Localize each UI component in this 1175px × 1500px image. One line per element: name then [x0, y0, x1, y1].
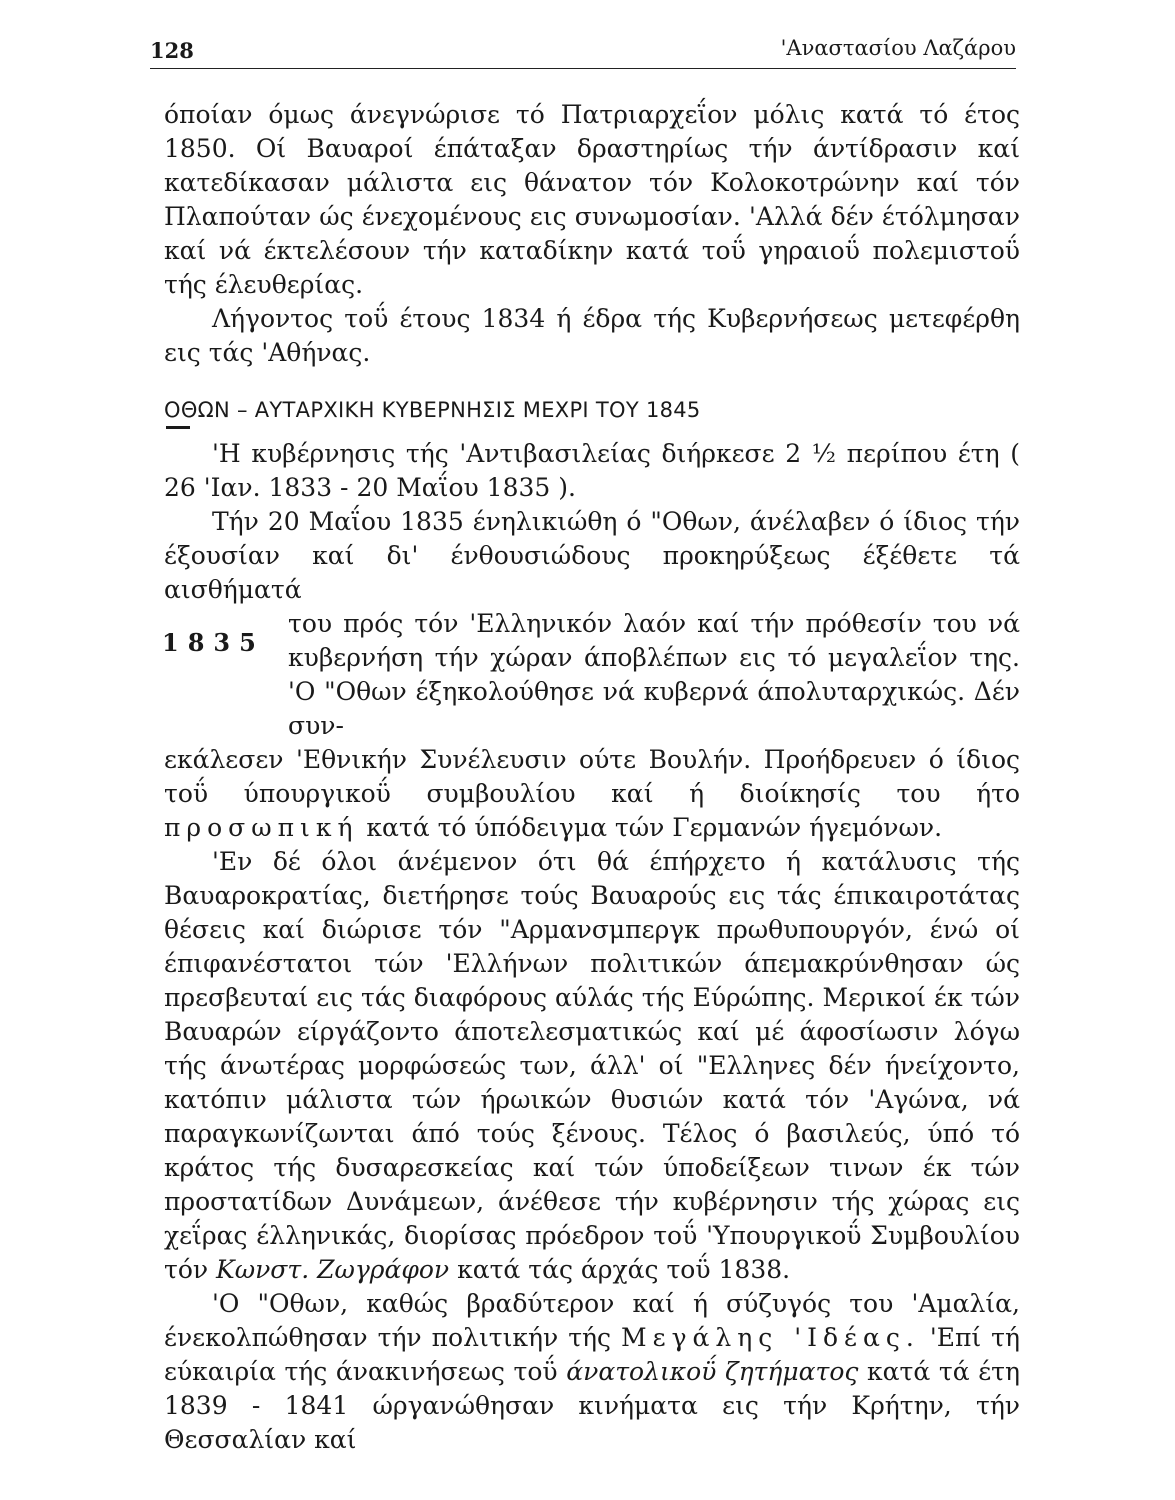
text-run: εκάλεσεν 'Εθνικήν Συνέλευσιν ούτε Βουλήν. Προήδρευεν ό ίδιος τοΰ ύπουργικοΰ συμβουλίου καί ή διοίκησίς του ήτο: [164, 745, 1020, 808]
text-run: κατά τό ύπόδειγμα τών Γερμανών ήγεμόνων.: [366, 813, 943, 842]
spaced-text: προσωπική: [164, 813, 359, 842]
top-text-block: [164, 98, 1020, 370]
paragraph: 'Η κυβέρνησις τής 'Αντιβασιλείας διήρκεσε 2 ½ περίπου έτη ( 26 'Ιαν. 1833 - 20 Μαΐου 1835 ).: [164, 439, 1020, 502]
main-text-block: [164, 437, 1020, 1457]
paragraph: όποίαν όμως άνεγνώρισε τό Πατριαρχεΐον μόλις κατά τό έτος 1850. Οί Βαυαροί έπάταξαν δραστηρίως τήν άντίδρασιν καί κατεδίκασαν μάλιστα εις θάνατον τόν Κολοκοτρώνην καί τόν Πλαπούταν ώς ένεχομένους εις συνωμοσίαν. 'Αλλά δέν έτόλμησαν καί νά έκτελέσουν τήν καταδίκην κατά τοΰ γηραιοΰ πολεμιστοΰ τής έλευθερίας.: [164, 100, 1020, 299]
text-run: κατά τάς άρχάς τοΰ 1838.: [457, 1255, 791, 1284]
paragraph-narrow: του πρός τόν 'Ελληνικόν λαόν καί τήν πρόθεσίν του νά κυβερνήση τήν χώραν άποβλέπων εις τό μεγαλεΐον της. 'Ο "Οθων έξηκολούθησε νά κυβερνά άπολυταρχικώς. Δέν συν-: [288, 609, 1020, 740]
italic-name: Κωνστ. Ζωγράφον: [216, 1255, 450, 1284]
margin-year: 1835: [162, 628, 265, 657]
paragraph: Τήν 20 Μαΐου 1835 ένηλικιώθη ό "Οθων, άνέλαβεν ό ίδιος τήν έξουσίαν καί δι' ένθουσιώδους προκηρύξεως έξέθετε τά αισθήματά: [164, 507, 1020, 604]
running-head: 'Αναστασίου Λαζάρου: [780, 36, 1016, 60]
italic-term: άνατολικοΰ ζητήματος: [566, 1357, 859, 1386]
page-header: [150, 34, 1016, 69]
paragraph: Λήγοντος τοΰ έτους 1834 ή έδρα τής Κυβερνήσεως μετεφέρθη εις τάς 'Αθήνας.: [164, 304, 1020, 367]
spaced-text: Μεγάλης 'Ιδέας.: [621, 1323, 920, 1352]
text-run: κατά τά έτη 1839 - 1841 ώργανώθησαν κινήματα εις τήν Κρήτην, τήν Θεσσαλίαν καί: [164, 1357, 1020, 1454]
page-number: 128: [150, 38, 194, 63]
text-run: 'Επί τή εύκαιρία τής άνακινήσεως τοΰ: [164, 1323, 1020, 1386]
paragraph: [164, 845, 1020, 1287]
heading-underline-mark: [166, 426, 190, 429]
text-run: 'Εν δέ όλοι άνέμενον ότι θά έπήρχετο ή κατάλυσις τής Βαυαροκρατίας, διετήρησε τούς Βαυαρούς εις τάς έπικαιροτάτας θέσεις καί διώρισε τόν "Αρμανσμπεργκ πρωθυπουργόν, ένώ οί έπιφανέστατοι τών 'Ελλήνων πολιτικών άπεμακρύνθησαν ώς πρεσβευταί εις τάς διαφόρους αύλάς τής Εύρώπης. Μερικοί έκ τών Βαυαρών είργάζοντο άποτελεσματικώς καί μέ άφοσίωσιν λόγω τής άνωτέρας μορφώσεώς των, άλλ' οί "Ελληνες δέν ήνείχοντο, κατόπιν μάλιστα τών ήρωικών θυσιών κατά τόν 'Αγώνα, νά παραγκωνίζωνται άπό τούς ξένους. Τέλος ό βασιλεύς, ύπό τό κράτος τής δυσαρεσκείας καί τών ύποδείξεων τινων έκ τών προστατίδων Δυνάμεων, άνέθεσε τήν κυβέρνησιν τής χώρας εις χεΐρας έλληνικάς, διορίσας πρόεδρον τοΰ 'Υπουργικοΰ Συμβουλίου τόν: [164, 847, 1020, 1284]
text-run: 'Ο "Οθων, καθώς βραδύτερον καί ή σύζυγός του 'Αμαλία, ένεκολπώθησαν τήν πολιτικήν τής: [164, 1289, 1020, 1352]
section-heading: ΟΘΩΝ – ΑΥΤΑΡΧΙΚΗ ΚΥΒΕΡΝΗΣΙΣ ΜΕΧΡΙ ΤΟΥ 1845: [164, 398, 701, 422]
paragraph: [164, 1287, 1020, 1457]
paragraph: [164, 743, 1020, 845]
